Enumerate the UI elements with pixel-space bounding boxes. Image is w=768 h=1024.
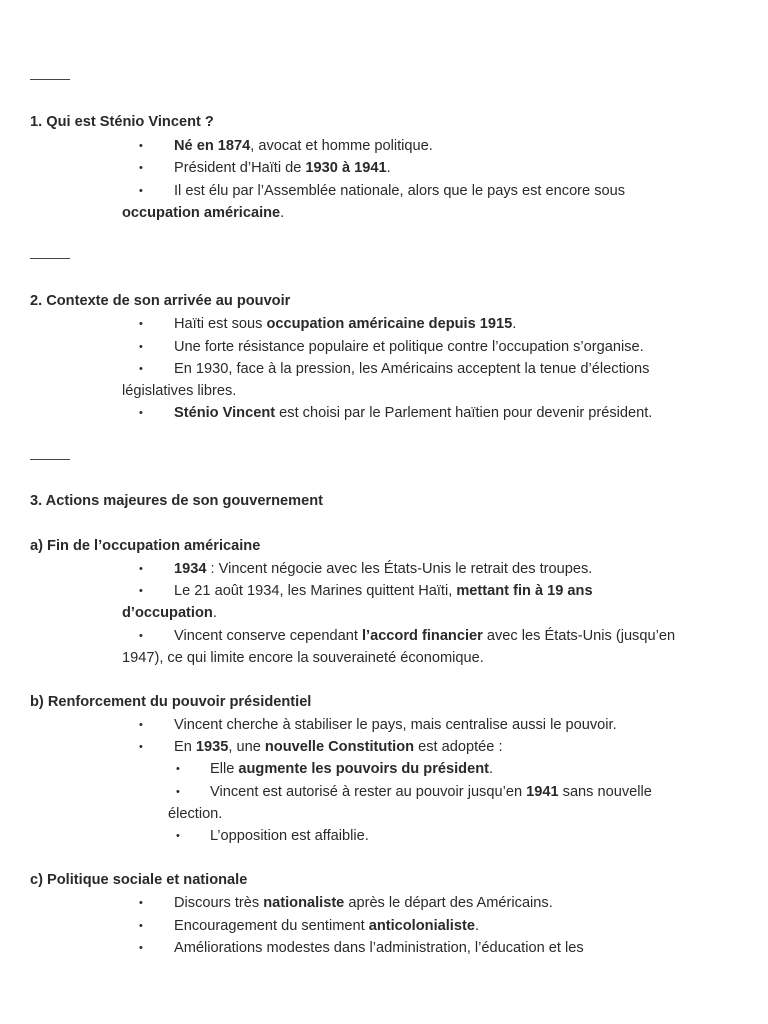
bullet-icon: • [139,897,143,909]
list-item-continuation: 1947), ce qui limite encore la souveraineté économique. [122,650,484,666]
sub-list-item: Vincent est autorisé à rester au pouvoir jusqu’en 1941 sans nouvelle [210,784,652,800]
bullet-icon: • [176,830,180,842]
bullet-icon: • [139,407,143,419]
bullet-icon: • [176,763,180,775]
section-heading: 2. Contexte de son arrivée au pouvoir [30,293,291,309]
sub-list-item-continuation: élection. [168,806,223,822]
bullet-icon: • [176,786,180,798]
list-item: Le 21 août 1934, les Marines quittent Haïti, mettant fin à 19 ans [174,583,593,599]
bullet-icon: • [139,185,143,197]
bullet-icon: • [139,920,143,932]
list-item-continuation: législatives libres. [122,383,237,399]
list-item: En 1935, une nouvelle Constitution est adoptée : [174,739,503,755]
list-item: Il est élu par l’Assemblée nationale, alors que le pays est encore sous [174,183,626,199]
list-item-continuation: occupation américaine. [122,205,285,221]
list-item: Encouragement du sentiment anticolonialiste. [174,918,479,934]
bullet-icon: • [139,942,143,954]
bullet-icon: • [139,719,143,731]
subsection-heading: a) Fin de l’occupation américaine [30,538,261,554]
bullet-icon: • [139,630,143,642]
section-heading: 1. Qui est Sténio Vincent ? [30,114,214,130]
section-heading: 3. Actions majeures de son gouvernement [30,493,324,509]
bullet-icon: • [139,318,143,330]
bullet-icon: • [139,341,143,353]
list-item: Une forte résistance populaire et politique contre l’occupation s’organise. [174,339,644,355]
list-item: 1934 : Vincent négocie avec les États-Unis le retrait des troupes. [174,561,593,577]
list-item: Haïti est sous occupation américaine depuis 1915. [174,316,517,332]
list-item: En 1930, face à la pression, les Américains acceptent la tenue d’élections [174,361,650,377]
bullet-icon: • [139,363,143,375]
list-item: Président d’Haïti de 1930 à 1941. [174,160,391,176]
sub-list-item: L’opposition est affaiblie. [210,828,369,844]
section-divider [30,79,70,80]
bullet-icon: • [139,741,143,753]
bullet-icon: • [139,585,143,597]
section-divider [30,459,70,460]
bullet-icon: • [139,563,143,575]
sub-list-item: Elle augmente les pouvoirs du président. [210,761,494,777]
list-item-continuation: d’occupation. [122,605,217,621]
section-divider [30,258,70,259]
bullet-icon: • [139,162,143,174]
subsection-heading: b) Renforcement du pouvoir présidentiel [30,694,312,710]
list-item: Vincent cherche à stabiliser le pays, mais centralise aussi le pouvoir. [174,717,617,733]
subsection-heading: c) Politique sociale et nationale [30,872,248,888]
list-item: Améliorations modestes dans l’administration, l’éducation et les [174,940,584,956]
list-item: Discours très nationaliste après le départ des Américains. [174,895,553,911]
list-item: Sténio Vincent est choisi par le Parlement haïtien pour devenir président. [174,405,653,421]
list-item: Né en 1874, avocat et homme politique. [174,138,433,154]
list-item: Vincent conserve cependant l’accord financier avec les États-Unis (jusqu’en [174,628,676,644]
bullet-icon: • [139,140,143,152]
